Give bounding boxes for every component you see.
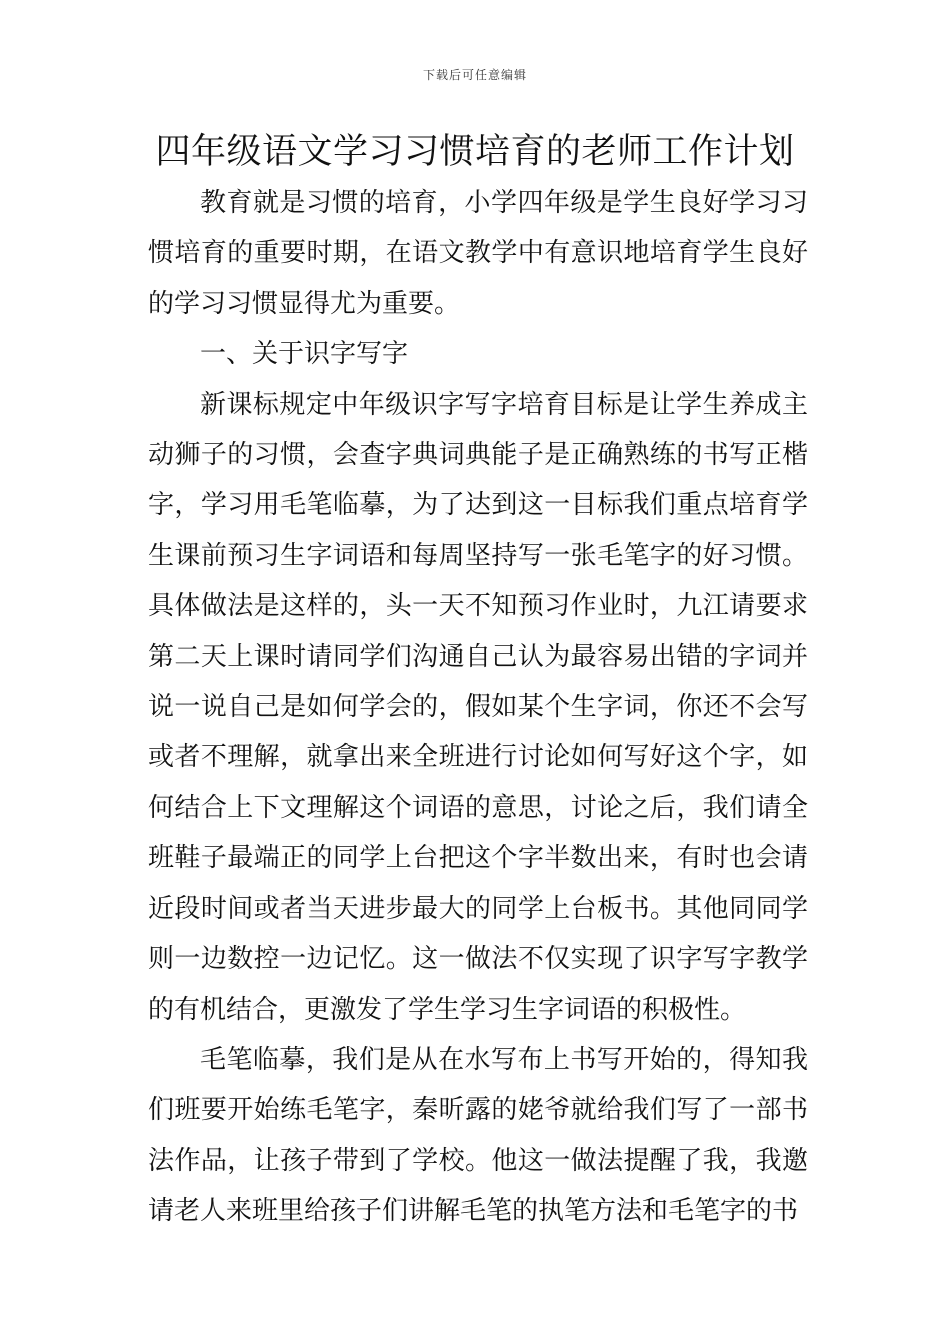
paragraph-intro: 教育就是习惯的培育，小学四年级是学生良好学习习惯培育的重要时期，在语文教学中有意识地培育学生良好的学习习惯显得尤为重要。	[148, 188, 808, 319]
document-title: 四年级语文学习习惯培育的老师工作计划	[155, 132, 795, 172]
section-heading: 一、关于识字写字	[200, 339, 409, 370]
paragraph-literacy: 新课标规定中年级识字写字培育目标是让学生养成主动狮子的习惯，会查字典词典能子是正确熟练的书写正楷字，学习用毛笔临摹，为了达到这一目标我们重点培育学生课前预习生字词语和每周坚持写一张毛笔字的好习惯。具体做法是这样的，头一天不知预习作业时，九江请要求第二天上课时请同学们沟通自己认为最容易出错的字词并说一说自己是如何学会的，假如某个生字词，你还不会写或者不理解，就拿出来全班进行讨论如何写好这个字，如何结合上下文理解这个词语的意思，讨论之后，我们请全班鞋子最端正的同学上台把这个字半数出来，有时也会请近段时间或者当天进步最大的同学上台板书。其他同同学则一边数控一边记忆。这一做法不仅实现了识字写字教学的有机结合，更激发了学生学习生字词语的积极性。	[148, 389, 808, 1025]
paragraph-calligraphy: 毛笔临摹，我们是从在水写布上书写开始的，得知我们班要开始练毛笔字，秦昕露的姥爷就给我们写了一部书法作品，让孩子带到了学校。他这一做法提醒了我，我邀请老人来班里给孩子们讲解毛笔的执笔方法和毛笔字的书	[148, 1044, 808, 1227]
document-body	[148, 178, 808, 1237]
header-note: 下载后可任意编辑	[422, 68, 527, 82]
